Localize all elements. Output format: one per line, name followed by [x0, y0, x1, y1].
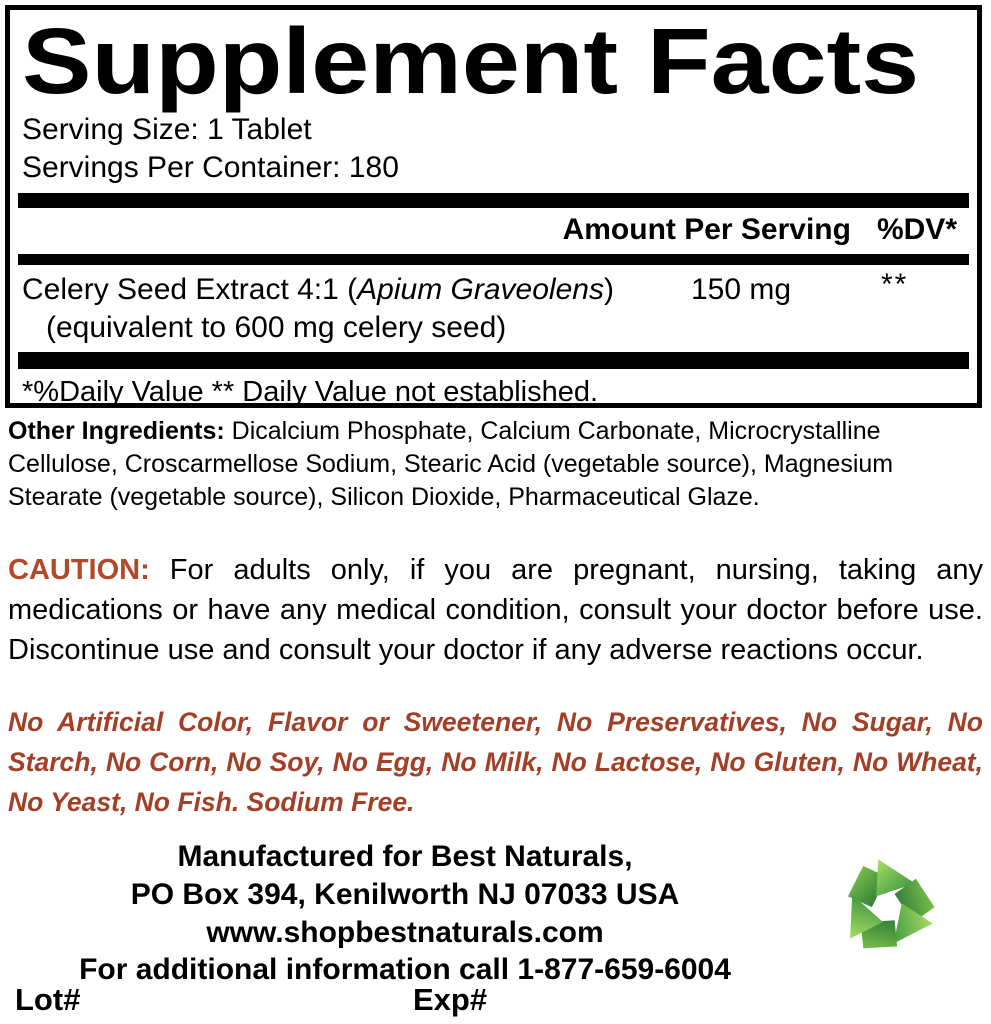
divider-thick-bottom — [18, 352, 969, 369]
recycle-icon — [822, 840, 952, 970]
divider-thick-top — [18, 193, 969, 208]
manufacturer-block — [0, 838, 810, 989]
ingredient-row — [22, 265, 965, 352]
ingredient-amount: 150 mg — [691, 273, 792, 307]
dv-header: %DV* — [876, 213, 957, 247]
manufactured-for-line: Manufactured for Best Naturals, — [177, 840, 633, 873]
ingredient-dv: ** — [881, 268, 909, 302]
ingredient-latin-name: Apium Graveolens — [357, 273, 604, 307]
other-ingredients — [8, 415, 983, 514]
supplement-facts-panel — [5, 5, 982, 408]
divider-medium — [18, 254, 969, 265]
other-ingredients-label: Other Ingredients: — [8, 417, 225, 445]
panel-title: Supplement Facts — [22, 9, 920, 113]
ingredient-equivalent: (equivalent to 600 mg celery seed) — [46, 310, 507, 344]
caution-statement — [8, 550, 983, 670]
other-ingredients-text: Dicalcium Phosphate, Calcium Carbonate, Microcrystalline Cellulose, Croscarmellose Sodium, Stearic Acid (vegetable source), Magnesium Stearate (vegetable source), Silicon Dioxide, Pharmaceutical Glaze. — [8, 417, 894, 511]
caution-label: CAUTION: — [8, 554, 150, 586]
servings-per-container: Servings Per Container: 180 — [22, 150, 399, 184]
serving-size: Serving Size: 1 Tablet — [22, 113, 312, 147]
lot-label: Lot# — [15, 982, 81, 1017]
website-line: www.shopbestnaturals.com — [206, 915, 604, 949]
free-of-claims: No Artificial Color, Flavor or Sweetener, No Preservatives, No Sugar, No Starch, No Corn, No Soy, No Egg, No Milk, No Lactose, No Gluten, No Wheat, No Yeast, No Fish. Sodium Free. — [8, 707, 983, 817]
caution-text: For adults only, if you are pregnant, nursing, taking any medications or have any medical condition, consult your doctor before use. Discontinue use and consult your doctor if any adverse reactions occur. — [8, 554, 984, 667]
exp-label: Exp# — [413, 982, 488, 1017]
amount-per-serving-header: Amount Per Serving — [562, 213, 851, 247]
address-line: PO Box 394, Kenilworth NJ 07033 USA — [130, 877, 680, 911]
facts-column-headers — [22, 208, 965, 254]
dv-footnote: *%Daily Value ** Daily Value not established. — [22, 376, 599, 409]
ingredient-name: Celery Seed Extract 4:1 (Apium Graveolens) — [22, 273, 614, 307]
phone-line: For additional information call 1-877-659-6004 — [79, 953, 731, 987]
lot-exp-row — [15, 982, 975, 1018]
